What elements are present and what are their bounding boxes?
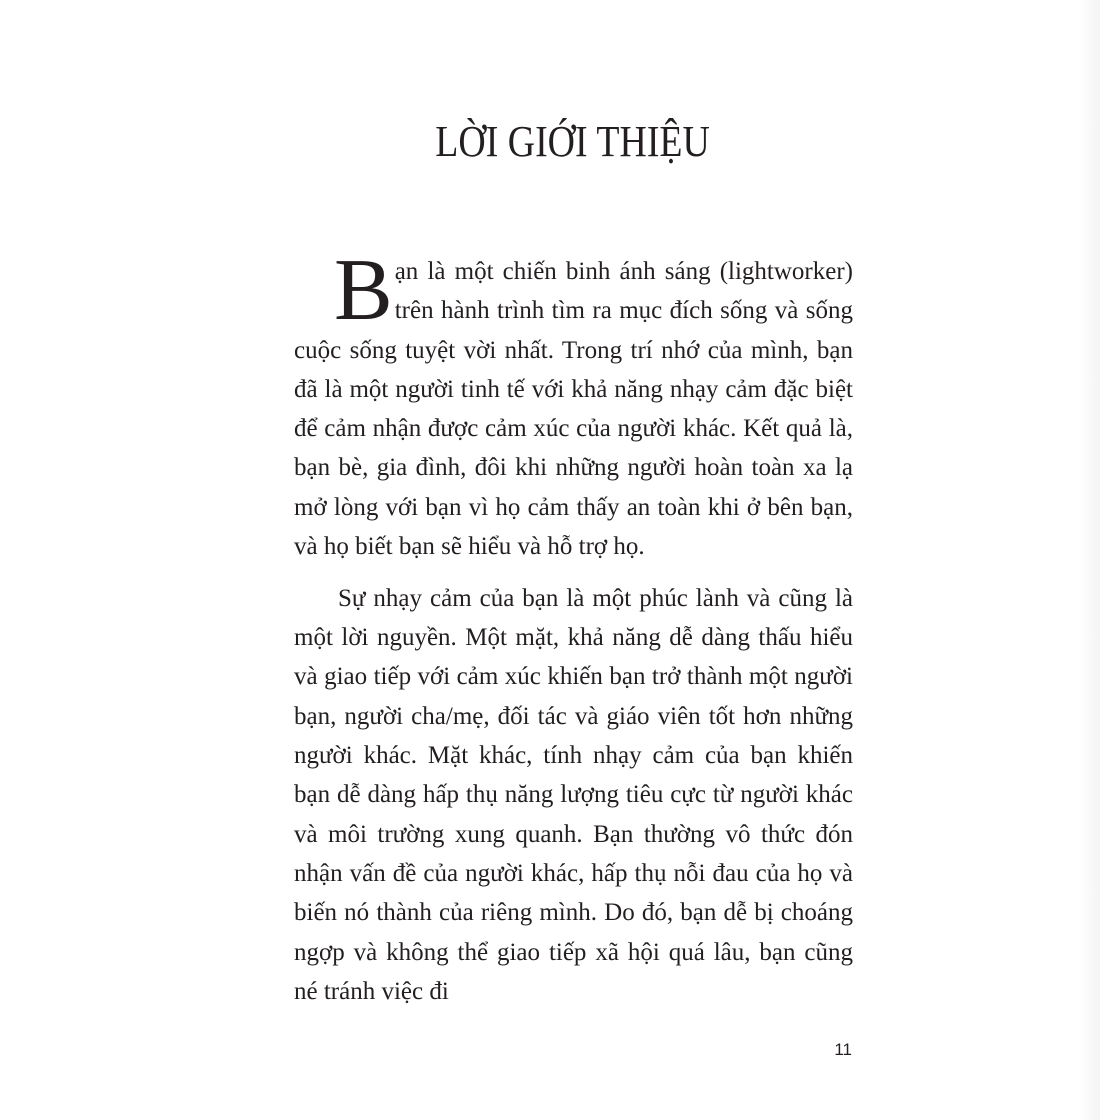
paragraph-1: [294, 242, 853, 566]
paragraph-2: Sự nhạy cảm của bạn là một phúc lành và cũng là một lời nguyền. Một mặt, khả năng dễ dàng thấu hiểu và giao tiếp với cảm xúc khiến bạn trở thành một người bạn, người cha/mẹ, đối tác và giáo viên tốt hơn những người khác. Mặt khác, tính nhạy cảm của bạn khiến bạn dễ dàng hấp thụ năng lượng tiêu cực từ người khác và môi trường xung quanh. Bạn thường vô thức đón nhận vấn đề của người khác, hấp thụ nỗi đau của họ và biến nó thành của riêng mình. Do đó, bạn dễ bị choáng ngợp và không thể giao tiếp xã hội quá lâu, bạn cũng né tránh việc đi: [294, 584, 853, 1005]
body-text: [294, 242, 853, 1011]
paragraph-1-text: ạn là một chiến binh ánh sáng (lightworker) trên hành trình tìm ra mục đích sống và sống cuộc sống tuyệt vời nhất. Trong trí nhớ của mình, bạn đã là một người tinh tế với khả năng nhạy cảm đặc biệt để cảm nhận được cảm xúc của người khác. Kết quả là, bạn bè, gia đình, đôi khi những người hoàn toàn xa lạ mở lòng với bạn vì họ cảm thấy an toàn khi ở bên bạn, và họ biết bạn sẽ hiểu và hỗ trợ họ.: [294, 258, 853, 561]
page-number: 11: [834, 1040, 852, 1059]
drop-cap: B: [334, 242, 393, 339]
page-edge-shadow: [1078, 0, 1100, 1120]
chapter-title: LỜI GIỚI THIỆU: [435, 117, 710, 166]
